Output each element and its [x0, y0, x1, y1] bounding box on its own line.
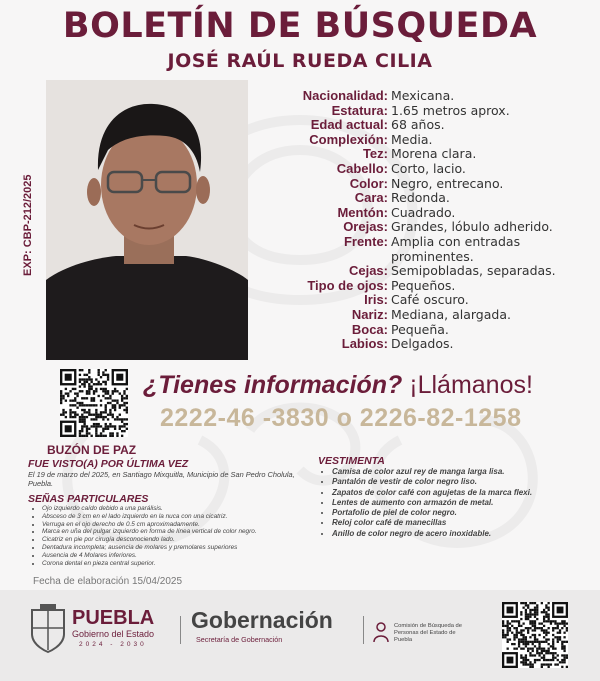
attribute-value: 1.65 metros aprox.	[391, 102, 510, 118]
attribute-row	[260, 308, 590, 323]
attribute-row	[260, 147, 590, 162]
attribute-row	[260, 235, 590, 250]
list-item: • Reloj color café de manecillas	[332, 518, 588, 528]
attribute-row	[260, 118, 590, 133]
file-number: EXP: CBP-212/2025	[22, 174, 34, 276]
attribute-label: Estatura:	[331, 102, 388, 118]
person-name: JOSÉ RAÚL RUEDA CILIA	[167, 50, 433, 72]
attribute-value: Pequeña.	[391, 321, 449, 337]
divider	[180, 616, 181, 644]
attribute-value: Semipobladas, separadas.	[391, 263, 556, 279]
list-item: • Ojo izquierdo caído debido a una parálisis.	[42, 505, 310, 513]
call-us: ¡Llámanos!	[409, 371, 533, 399]
attribute-row	[260, 323, 590, 338]
person-photo	[46, 80, 248, 360]
list-item: • Dentadura incompleta; ausencia de molares y premolares superiores	[42, 544, 310, 552]
list-item: • Lentes de aumento con armazón de metal.	[332, 498, 588, 508]
term-years: 2024 - 2030	[79, 641, 147, 648]
senas-heading: SEÑAS PARTICULARES	[28, 493, 149, 505]
list-item: • Ausencia de 4 Molares inferiores.	[42, 552, 310, 560]
attribute-label: Mentón:	[337, 204, 388, 220]
vestimenta-heading: VESTIMENTA	[318, 455, 385, 467]
gobernacion-logo-text: Gobernación	[191, 607, 333, 633]
attribute-value: Delgados.	[391, 336, 454, 352]
last-seen-section	[28, 458, 310, 567]
attribute-label: Tez:	[362, 146, 388, 162]
list-item: • Marca en uña del pulgar izquierdo en forma de línea vertical de color negro.	[42, 528, 310, 536]
qr-code-icon[interactable]	[60, 369, 128, 437]
attribute-value: Grandes, lóbulo adherido.	[391, 219, 553, 235]
info-prompt	[143, 371, 533, 400]
senas-list	[28, 505, 310, 567]
attribute-value: Cuadrado.	[391, 204, 456, 220]
attribute-label: Color:	[349, 175, 388, 191]
attribute-value: Morena clara.	[391, 146, 477, 162]
attribute-label: Boca:	[351, 321, 388, 337]
attribute-label: Edad actual:	[310, 117, 388, 133]
attribute-row	[260, 162, 590, 177]
attribute-value: Mediana, alargada.	[391, 306, 511, 322]
physical-description	[260, 89, 590, 352]
attribute-value: Negro, entrecano.	[391, 175, 504, 191]
attribute-row	[260, 220, 590, 235]
clothing-section	[318, 455, 588, 539]
attribute-label: Iris:	[364, 292, 388, 308]
qr-code-icon[interactable]	[502, 602, 568, 668]
attribute-row	[260, 191, 590, 206]
list-item: • Cicatriz en pie por cirugía desconociendo lado.	[42, 536, 310, 544]
attribute-label: Cejas:	[348, 263, 388, 279]
footer	[0, 590, 600, 681]
comision-person-icon	[373, 622, 389, 642]
elaboration-date: Fecha de elaboración 15/04/2025	[33, 576, 183, 587]
attribute-row	[260, 337, 590, 352]
puebla-logo-text: PUEBLA	[72, 607, 155, 629]
buzon-label: BUZÓN DE PAZ	[47, 443, 137, 457]
attribute-label: Complexión:	[309, 131, 388, 147]
gobierno-estado: Gobierno del Estado	[72, 629, 155, 639]
attribute-row	[260, 104, 590, 119]
list-item: • Pantalón de vestir de color negro liso.	[332, 477, 588, 487]
attribute-label: Cara:	[354, 190, 388, 206]
attribute-label: Orejas:	[343, 219, 388, 235]
attribute-label: Nariz:	[351, 306, 388, 322]
vestimenta-list	[318, 467, 588, 539]
attribute-label: Nacionalidad:	[302, 88, 388, 103]
attribute-value: 68 años.	[391, 117, 445, 133]
list-item: • Corona dental en pieza central superior.	[42, 560, 310, 568]
attribute-value: Media.	[391, 131, 433, 147]
attribute-row	[260, 177, 590, 192]
last-seen-heading: FUE VISTO(A) POR ÚLTIMA VEZ	[28, 458, 189, 470]
attribute-value: prominentes.	[391, 248, 474, 264]
attribute-row	[260, 206, 590, 221]
list-item: • Zapatos de color café con agujetas de la marca flexi.	[332, 488, 588, 498]
attribute-row	[260, 279, 590, 294]
attribute-value: Pequeños.	[391, 277, 456, 293]
attribute-label: Labios:	[341, 336, 388, 352]
last-seen-text: El 19 de marzo del 2025, en Santiago Mixquitla, Municipio de San Pedro Cholula, Puebla.	[28, 470, 295, 488]
attribute-row	[260, 89, 590, 104]
attribute-row	[260, 250, 590, 265]
state-shield-icon	[30, 604, 66, 654]
list-item: • Absceso de 3 cm en el lado izquierdo en la nuca con una cicatriz.	[42, 513, 310, 521]
attribute-value: Corto, lacio.	[391, 160, 466, 176]
attribute-value: Redonda.	[391, 190, 450, 206]
list-item: • Portafolio de piel de color negro.	[332, 508, 588, 518]
attribute-row	[260, 293, 590, 308]
attribute-value: Café oscuro.	[391, 292, 469, 308]
attribute-value: Amplia con entradas	[391, 233, 521, 249]
list-item: • Anillo de color negro de acero inoxidable.	[332, 529, 588, 539]
divider	[363, 616, 364, 644]
list-item: • Camisa de color azul rey de manga larga lisa.	[332, 467, 588, 477]
attribute-label: Tipo de ojos:	[307, 277, 388, 293]
phone-numbers[interactable]: 2222-46 -3830 o 2226-82-1258	[160, 404, 522, 432]
attribute-label	[260, 250, 391, 265]
attribute-value: Mexicana.	[391, 88, 455, 103]
attribute-row	[260, 133, 590, 148]
secretaria-text: Secretaría de Gobernación	[196, 635, 283, 644]
list-item: • Verruga en el ojo derecho de 0.5 cm aproximadamente.	[42, 521, 310, 529]
bulletin-title: BOLETÍN DE BÚSQUEDA	[62, 6, 538, 46]
info-question: ¿Tienes información?	[143, 371, 403, 399]
attribute-label: Cabello:	[336, 160, 388, 176]
attribute-row	[260, 264, 590, 279]
attribute-label: Frente:	[343, 233, 388, 249]
comision-text: Comisión de Búsqueda de Personas del Estado de Puebla	[394, 623, 462, 643]
